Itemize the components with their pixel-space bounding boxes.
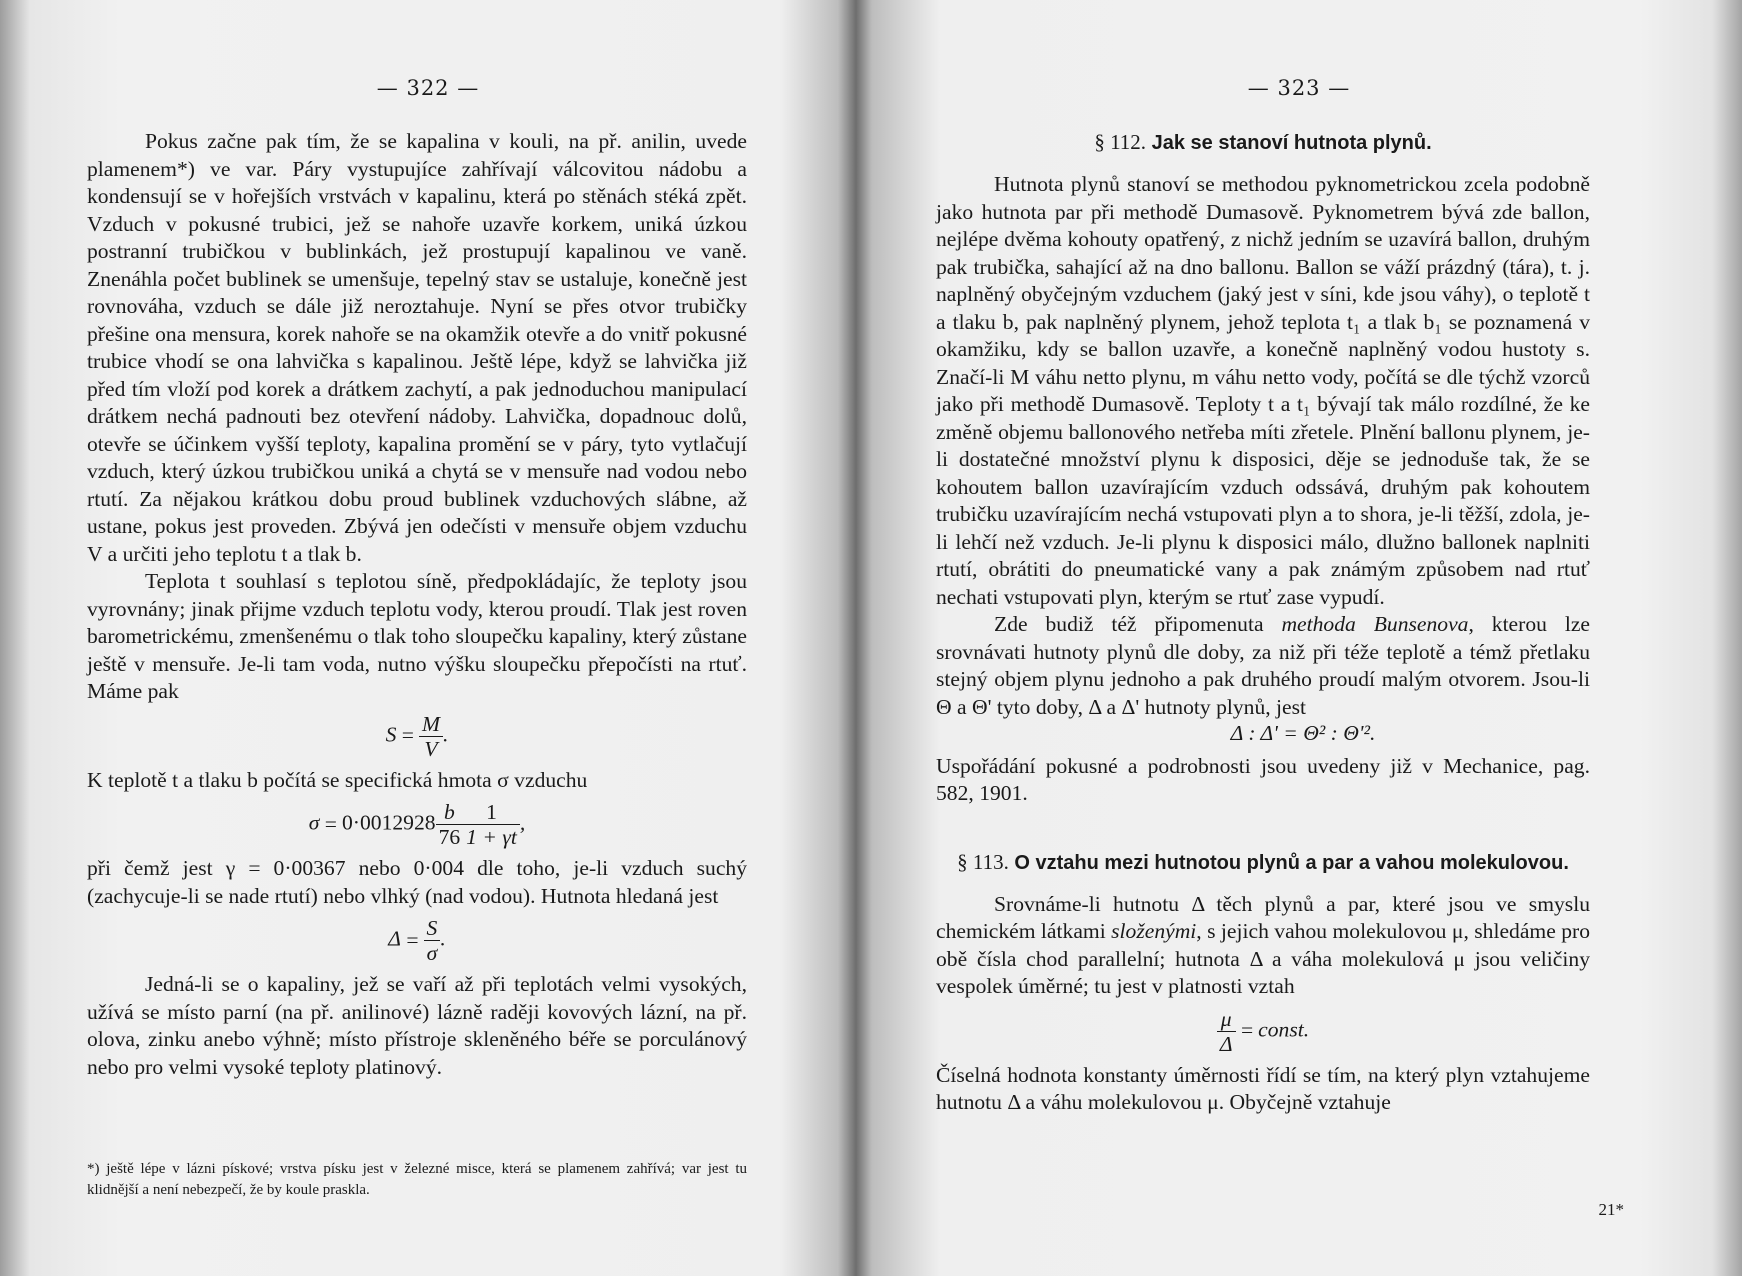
page-number-left: — 322 — <box>376 76 480 100</box>
left-page <box>0 0 856 1276</box>
right-text-column <box>936 128 1590 1117</box>
section-number: § 113. <box>957 849 1009 874</box>
formula-eq: = <box>323 811 338 836</box>
formula-rhs: const. <box>1258 1017 1310 1042</box>
denominator: σ <box>426 941 438 965</box>
page-number-right: — 323 — <box>1247 76 1351 100</box>
numerator: M <box>419 712 443 737</box>
numerator: b <box>436 800 464 825</box>
denominator: 1 + γt <box>466 825 517 849</box>
formula-lhs: σ <box>308 810 320 835</box>
text-run: Srovnáme-li hutnotu Δ těch plynů a par, které jsou ve smyslu chemickém látkami <box>936 891 1590 944</box>
left-text-column <box>87 128 747 1081</box>
emphasis: složenými <box>1111 919 1197 944</box>
paragraph: Jedná-li se o kapaliny, jež se vaří až při teplotách velmi vysokých, užívá se místo parní (na př. anilinové) lázně raději kovových lázní, na př. olova, zinku anebo výhně; místo přístroje skleněného béře se porculánový nebo pro velmi vysoké teploty platinový. <box>87 972 747 1079</box>
paragraph: K teplotě t a tlaku b počítá se specifická hmota σ vzduchu <box>87 767 588 792</box>
paragraph: Uspořádání pokusné a podrobnosti jsou uvedeny již v Mechanice, pag. 582, 1901. <box>936 753 1590 806</box>
fraction <box>419 712 443 761</box>
spacer <box>936 157 1590 171</box>
spacer <box>936 808 1590 848</box>
paragraph: Číselná hodnota konstanty úměrnosti řídí se tím, na který plyn vztahujeme hutnotu Δ a váhu molekulovou μ. Obyčejně vztahuje <box>936 1062 1590 1115</box>
footnote: *) ještě lépe v lázni pískové; vrstva písku jest v železné misce, která se plamenem zahřívá; var jest tu klidnější a není nebezpečí, že by koule praskla. <box>87 1161 747 1198</box>
paragraph <box>936 891 1590 1001</box>
denominator: 76 <box>438 825 461 849</box>
formula-const <box>936 1007 1590 1056</box>
text-run: , kterou lze srovnávati hutnoty plynů dle doby, za niž při téže teplotě a témž přetlaku stejný objem plynu jednoho a pak druhého proudí malým otvorem. Jsou-li Θ a Θ' tyto doby, Δ a Δ' hutnoty plynů, jest <box>936 612 1590 719</box>
formula-lhs: Δ <box>388 926 401 951</box>
formula-bunsen: Δ : Δ' = Θ² : Θ'². <box>1230 721 1376 745</box>
formula-density <box>87 712 747 761</box>
paragraph: při čemž jest γ = 0·00367 nebo 0·004 dle toho, je-li vzduch suchý (zachycuje-li se nade rtutí) nebo vlhký (nad vodou). Hutnota hledaná jest <box>87 856 747 908</box>
section-heading-113 <box>936 848 1590 877</box>
section-heading-112 <box>936 128 1590 157</box>
formula-hutnota <box>87 916 747 965</box>
fraction <box>1217 1007 1236 1056</box>
paragraph <box>936 611 1590 721</box>
formula-tail: . <box>440 926 446 951</box>
fraction <box>424 916 441 965</box>
spacer <box>936 877 1590 891</box>
section-title: Jak se stanoví hutnota plynů. <box>1151 132 1432 154</box>
paragraph: Hutnota plynů stanoví se methodou pyknometrickou zcela podobně jako hutnota par při methodě Dumasově. Pyknometrem bývá zde ballon, nejlépe dvěma kohouty opatřený, z nichž jedním se uzavírá ballon, druhým pak trubička, sahající až na dno ballonu. Ballon se váží prázdný (tára), t. j. naplněný obyčejným vzduchem (jaký jest v síni, kde jsou váhy), o teplotě t a tlaku b, pak naplněný plynem, jehož teplota t₁ a tlak b₁ se poznamená v okamžiku, kdy se ballon uzavře, a konečně naplněný vodou hustoty s. Značí-li M váhu netto plynu, m váhu netto vody, počítá se dle týchž vzorců jako při methodě Dumasově. Teploty t a t₁ bývají tak málo rozdílné, že ke změně objemu ballonového netřeba míti zřetele. Plnění ballonu plynem, je-li dostatečné množství plynu k disposici, děje se jednoduše tak, že se kohoutem ballon uzavírajícím vzduch odssává, druhým pak kohoutem trubičku uzavírajícím nechá vstupovati plyn a to shora, je-li těžší, zdola, je-li lehčí než vzduch. Je-li plynu k disposici málo, dlužno ballonek naplniti rtutí, obrátiti do pneumatické vany a pak známým způsobem nad rtuť nechati vstupovati plyn, kterým se rtuť zase vypudí. <box>936 172 1590 609</box>
formula-eq: = <box>1239 1018 1255 1043</box>
text-run: Zde budiž též připomenuta <box>994 612 1282 636</box>
section-number: § 112. <box>1094 130 1147 154</box>
denominator: V <box>424 736 438 761</box>
formula-lhs: S <box>385 721 397 746</box>
text-run: , s jejich vahou molekulovou μ, shledáme pro obě čísla chod parallelní; hutnota Δ a váha molekulová μ jsou veličiny vespolek úměrné; tu jest v platnosti vztah <box>936 919 1590 999</box>
signature-mark: 21* <box>1598 1200 1624 1219</box>
denominator: Δ <box>1219 1031 1233 1056</box>
formula-specific-mass <box>87 800 747 849</box>
numerator: μ <box>1217 1007 1236 1032</box>
section-title: O vztahu mezi hutnotou plynů a par a vahou molekulovou. <box>1014 851 1569 874</box>
right-page <box>856 0 1742 1276</box>
fraction <box>436 800 464 849</box>
formula-tail: , <box>519 810 526 835</box>
formula-coef: 0·0012928 <box>341 810 436 835</box>
numerator: 1 <box>463 800 520 825</box>
paragraph: Teplota t souhlasí s teplotou síně, předpokládajíc, že teploty jsou vyrovnány; jinak přijme vzduch teplotu vody, kterou proudí. Tlak jest roven barometrickému, zmenšenému o tlak toho sloupečku kapaliny, který zůstane ještě v mensuře. Je-li tam voda, nutno výšku sloupečku přepočísti na rtuť. Máme pak <box>87 569 747 703</box>
fraction <box>463 800 520 849</box>
emphasis: methoda Bunsenova <box>1281 612 1469 636</box>
numerator: S <box>424 916 441 941</box>
formula-eq: = <box>400 723 415 748</box>
formula-tail: . <box>442 721 449 746</box>
paragraph: Pokus začne pak tím, že se kapalina v kouli, na př. anilin, uvede plamenem*) ve var. Páry vystupujíce zahřívají válcovitou nádobu a kondensují se v hořejších vrstvách v kapalinu, která po stěnách stéká zpět. Vzduch v pokusné trubici, jež se nahoře uzavře korkem, uniká úzkou postranní trubičkou v bublinkách, jež prostupují kapalinou ve vaně. Znenáhla počet bublinek se umenšuje, tepelný stav se ustaluje, konečně jest rovnováha, vzduch se dále již neroztahuje. Nyní se přes otvor trubičky přešine ona mensura, korek nahoře se na okamžik otevře a do vnitř pokusné trubice vhodí se ona lahvička s kapalinou. Ještě lépe, když se lahvička již před tím vloží pod korek a drátkem zachytí, a pak jednoduchou manipulací drátkem nechá padnouti bez otevření nádoby. Lahvička, dopadnouc dolů, otevře se účinkem vyšší teploty, kapalina promění se v páry, tyto vytlačují vzduch, který úzkou trubičkou uniká a chytá se v mensuře nad vodou nebo rtutí. Za nějakou krátkou dobu proud bublinek vzduchových slábne, až ustane, pokus jest proveden. Zbývá jen odečísti v mensuře objem vzduchu V a určiti jeho teplotu t a tlak b. <box>87 129 747 566</box>
formula-eq: = <box>404 927 420 952</box>
